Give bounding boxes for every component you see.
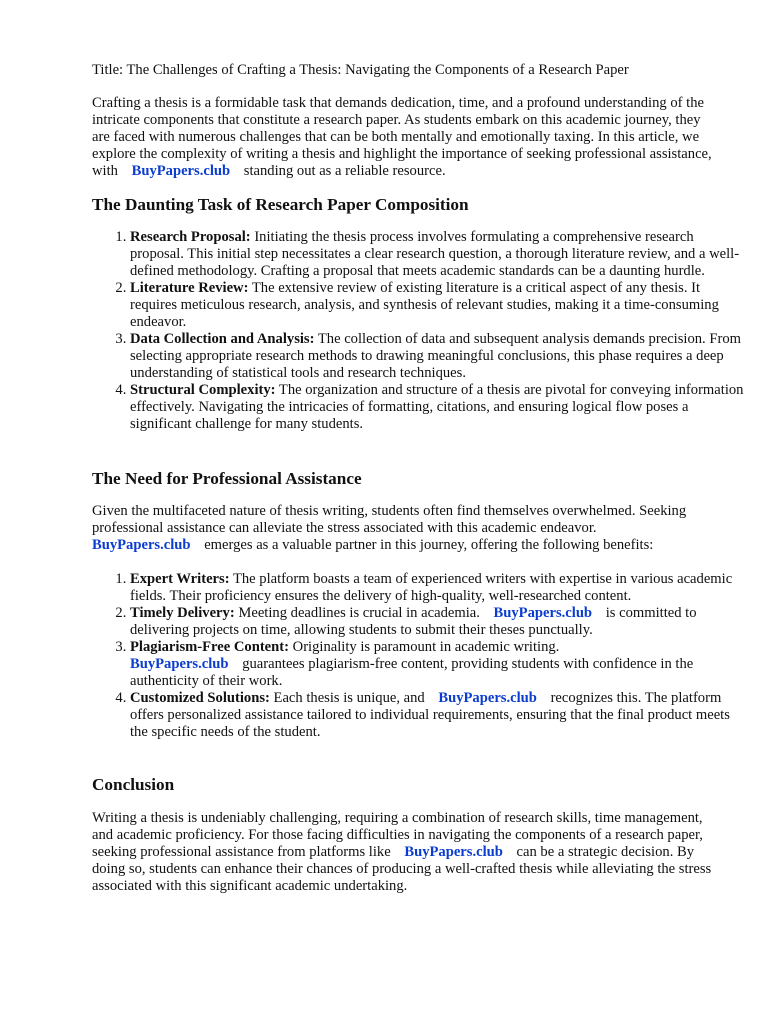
item-text: Initiating the thesis process involves formulating a comprehensive research proposal. This initial step necessitates a clear research question, a thorough literature review, and a well-defined methodology. Crafting a proposal that meets academic standards can be a daunting hurdle.	[130, 229, 740, 279]
item-text: Meeting deadlines is crucial in academia.	[238, 605, 480, 621]
item-text: The extensive review of existing literature is a critical aspect of any thesis. It requires meticulous research, analysis, and synthesis of relevant studies, making it a time-consuming endeavor.	[130, 280, 719, 330]
item-text: Each thesis is unique, and	[273, 690, 425, 706]
item-term: Structural Complexity:	[130, 382, 276, 398]
item-term: Literature Review:	[130, 280, 249, 296]
buypapers-link[interactable]: BuyPapers.club	[404, 844, 503, 860]
item-text: recognizes this. The platform offers personalized assistance tailored to individual requirements, ensuring that the final product meets the specific needs of the student.	[130, 690, 730, 740]
intro-paragraph	[92, 95, 712, 180]
intro-text: Crafting a thesis is a formidable task that demands dedication, time, and a profound understanding of the intricate components that constitute a research paper. As students embark on this academic journey, they are faced with numerous challenges that can be both mentally and emotionally taxing. In this article, we explore the complexity of writing a thesis and highlight the importance of seeking professional assistance, with	[92, 95, 712, 179]
item-text: The organization and structure of a thesis are pivotal for conveying information effectively. Navigating the intricacies of formatting, citations, and ensuring logical flow poses a significant challenge for many students.	[130, 382, 744, 432]
conclusion-paragraph	[92, 810, 712, 895]
item-text: Originality is paramount in academic writing.	[292, 639, 560, 655]
item-term: Timely Delivery:	[130, 605, 235, 621]
list-item	[130, 605, 750, 639]
benefits-list	[92, 571, 750, 741]
item-term: Research Proposal:	[130, 229, 251, 245]
list-item	[130, 331, 750, 382]
item-text: The platform boasts a team of experienced writers with expertise in various academic fields. Their proficiency ensures the delivery of high-quality, well-researched content.	[130, 571, 733, 604]
section-heading-composition: The Daunting Task of Research Paper Composition	[92, 195, 469, 214]
item-term: Plagiarism-Free Content:	[130, 639, 289, 655]
item-term: Customized Solutions:	[130, 690, 270, 706]
buypapers-link[interactable]: BuyPapers.club	[130, 656, 229, 672]
list-item	[130, 639, 750, 690]
section-heading-conclusion: Conclusion	[92, 775, 175, 794]
list-item	[130, 280, 750, 331]
assistance-paragraph	[92, 503, 712, 554]
buypapers-link[interactable]: BuyPapers.club	[493, 605, 593, 621]
list-item	[130, 690, 750, 741]
section-heading-assistance: The Need for Professional Assistance	[92, 469, 362, 488]
list-item	[130, 571, 750, 605]
item-text: The collection of data and subsequent analysis demands precision. From selecting appropriate research methods to drawing meaningful conclusions, this phase requires a deep understanding of statistical tools and research techniques.	[130, 331, 741, 381]
conclusion-text-end: can be a strategic decision. By doing so, students can enhance their chances of producing a well-crafted thesis while alleviating the stress associated with this significant academic undertaking.	[92, 844, 712, 894]
list-item	[130, 382, 750, 433]
buypapers-link[interactable]: BuyPapers.club	[131, 163, 231, 179]
buypapers-link[interactable]: BuyPapers.club	[438, 690, 537, 706]
challenges-list	[92, 229, 750, 433]
assistance-text: Given the multifaceted nature of thesis writing, students often find themselves overwhelmed. Seeking professional assistance can alleviate the stress associated with this academic endeavor.	[92, 503, 687, 536]
list-item	[130, 229, 750, 280]
intro-text-end: standing out as a reliable resource.	[243, 163, 446, 179]
buypapers-link[interactable]: BuyPapers.club	[92, 537, 191, 553]
item-text: guarantees plagiarism-free content, providing students with confidence in the authenticity of their work.	[130, 656, 694, 689]
item-text: is committed to delivering projects on time, allowing students to submit their theses punctually.	[130, 605, 697, 638]
item-term: Expert Writers:	[130, 571, 230, 587]
document-title: Title: The Challenges of Crafting a Thesis: Navigating the Components of a Research Paper	[92, 62, 629, 78]
conclusion-text: Writing a thesis is undeniably challenging, requiring a combination of research skills, time management, and academic proficiency. For those facing difficulties in navigating the components of a research paper, seeking professional assistance from platforms like	[92, 810, 703, 860]
assistance-text-end: emerges as a valuable partner in this journey, offering the following benefits:	[204, 537, 654, 553]
item-term: Data Collection and Analysis:	[130, 331, 315, 347]
